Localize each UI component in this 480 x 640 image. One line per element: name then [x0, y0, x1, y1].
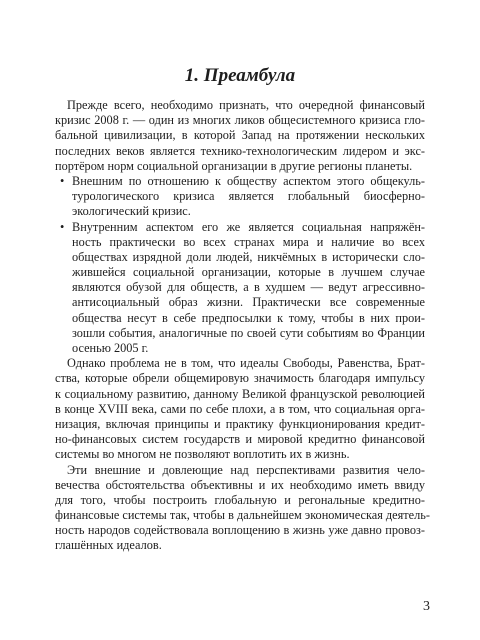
text-line: Однако проблема не в том, что идеалы Свободы, Равенства, Брат-	[67, 356, 425, 371]
text-line: Эти внешние и довлеющие над перспективами развития чело-	[67, 462, 425, 477]
bullet-icon: •	[60, 219, 65, 234]
text-line: к социальному развитию, данному Великой французской революцией	[55, 386, 425, 401]
paragraph-conclusion	[55, 462, 430, 554]
text-line-content: Внутренним аспектом его же является социальная напряжён-	[72, 219, 425, 234]
text-line	[55, 220, 425, 235]
bullet-item-external	[55, 174, 425, 220]
text-line: зошли события, аналогичные по своей сути событиям во Франции	[72, 325, 425, 340]
page-number: 3	[423, 599, 430, 614]
text-line: экологический кризис.	[72, 204, 191, 219]
paragraph-problem	[55, 356, 425, 462]
text-line: в конце XVIII века, сами по себе плохи, а в том, что социальная орга-	[55, 401, 425, 416]
text-line: обществах изрядной доли людей, никчёмных в исторически сло-	[72, 249, 425, 264]
text-line: ность народов содействовала воплощению в жизнь уже давно провоз-	[55, 523, 425, 538]
text-line: Прежде всего, необходимо признать, что очередной финансовый	[67, 98, 425, 112]
text-line: но-финансовых систем государств и мировой кредитно финансовой	[55, 432, 425, 447]
text-line: низация, включая принципы и практику функционирования кредит-	[55, 416, 425, 431]
text-line: финансовые системы так, чтобы в дальнейшем экономическая деятель-	[55, 508, 430, 523]
text-line: последних веков является технико-технологическим лидером и экс-	[55, 143, 425, 158]
text-line: ность практически во всех странах мира и наличие во всех	[72, 234, 425, 249]
text-line: кризис 2008 г. — один из многих ликов общесистемного кризиса гло-	[55, 113, 425, 128]
section-heading: 1. Преамбула	[184, 65, 296, 86]
text-line: осенью 2005 г.	[72, 341, 149, 355]
text-line-content: Внешним по отношению к обществу аспектом этого общекуль-	[72, 173, 425, 188]
bullet-icon: •	[60, 173, 65, 188]
text-line: жившейся социальной организации, которые в лучшем случае	[72, 265, 425, 280]
text-line: портёром норм социальной организации в другие регионы планеты.	[55, 158, 413, 173]
text-line: для того, чтобы построить глобальную и регональные кредитно-	[55, 492, 425, 507]
text-line: являются обузой для обществ, а в худшем — ведут агрессивно-	[72, 280, 425, 295]
text-line: ства, которые обрели общемировую значимость благодаря импульсу	[55, 371, 425, 386]
paragraph-intro	[55, 98, 425, 174]
text-line: бальной цивилизации, в которой Запад на протяжении нескольких	[55, 128, 425, 143]
text-line	[55, 174, 425, 189]
bullet-item-internal	[55, 220, 425, 357]
text-line: антисоциальный образ жизни. Практически все современные	[72, 295, 425, 310]
text-line: общества несут в себе предпосылки к тому, чтобы в них прои-	[72, 310, 425, 325]
text-line: системы во многом не позволяют воплотить их в жизнь.	[55, 447, 350, 462]
text-line: вечества обстоятельства объективны и их необходимо иметь ввиду	[55, 477, 425, 492]
body-text	[55, 98, 430, 554]
text-line: глашённых идеалов.	[55, 538, 162, 553]
text-line: турологического кризиса является глобальный биосферно-	[72, 189, 425, 204]
